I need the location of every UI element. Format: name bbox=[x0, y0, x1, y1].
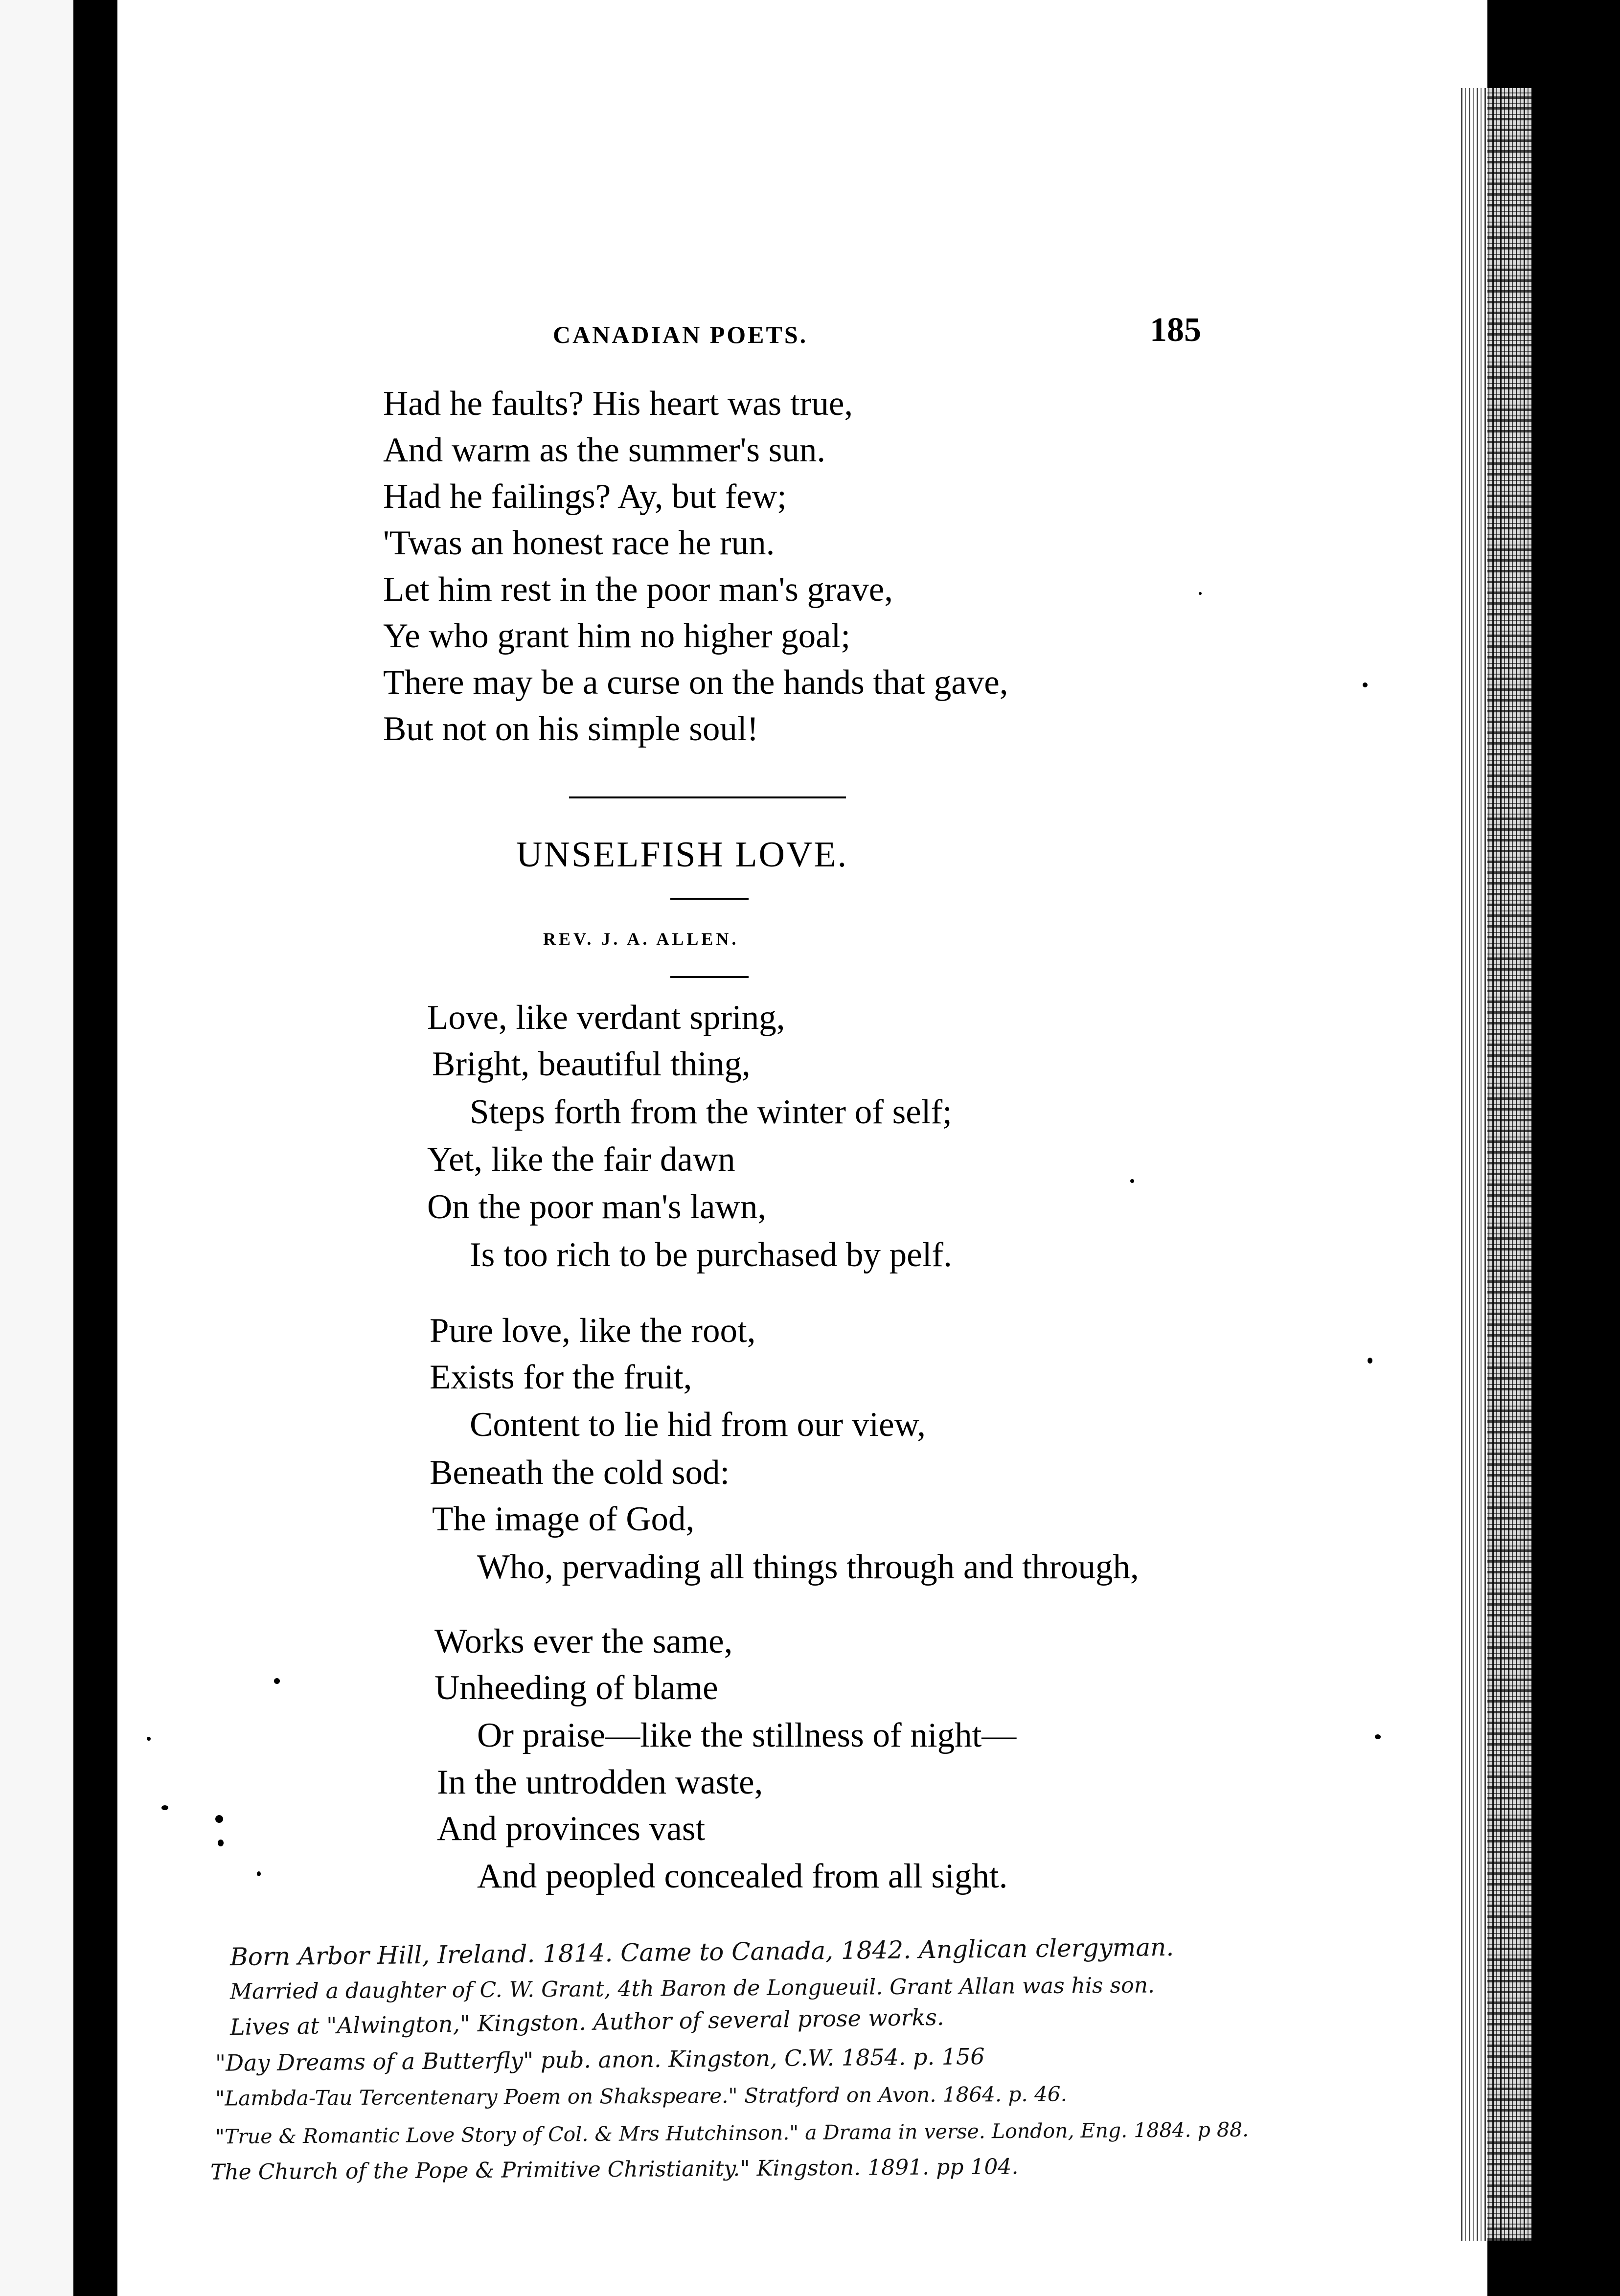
poem-line: Exists for the fruit, bbox=[430, 1358, 692, 1396]
poem-line: And warm as the summer's sun. bbox=[383, 431, 826, 469]
poem-line: Let him rest in the poor man's grave, bbox=[383, 570, 893, 609]
poem-line: The image of God, bbox=[432, 1500, 695, 1538]
section-divider bbox=[569, 796, 846, 798]
poem-line: Ye who grant him no higher goal; bbox=[383, 617, 851, 655]
poem-author: REV. J. A. ALLEN. bbox=[543, 929, 739, 949]
poem-line: And peopled concealed from all sight. bbox=[477, 1857, 1008, 1895]
poem-line: 'Twas an honest race he run. bbox=[383, 524, 775, 562]
poem-line: Is too rich to be purchased by pelf. bbox=[470, 1236, 952, 1274]
poem-line: There may be a curse on the hands that gave, bbox=[383, 663, 1008, 702]
author-rule bbox=[670, 976, 749, 978]
handwritten-note: Born Arbor Hill, Ireland. 1814. Came to Canada, 1842. Anglican clergyman. bbox=[229, 1932, 1174, 1972]
poem-line: Who, pervading all things through and through, bbox=[477, 1548, 1139, 1586]
poem-line: Pure love, like the root, bbox=[430, 1312, 756, 1350]
scan-speck bbox=[1368, 1358, 1372, 1364]
poem-line: Had he faults? His heart was true, bbox=[383, 385, 853, 423]
poem-line: Unheeding of blame bbox=[434, 1669, 718, 1707]
poem-line: Beneath the cold sod: bbox=[430, 1454, 730, 1492]
poem-line: In the untrodden waste, bbox=[437, 1763, 763, 1801]
poem-line: On the poor man's lawn, bbox=[427, 1188, 767, 1226]
handwritten-note: Lives at "Alwington," Kingston. Author of several prose works. bbox=[229, 2003, 944, 2041]
page-edge-left bbox=[0, 0, 73, 2296]
handwritten-note: "True & Romantic Love Story of Col. & Mrs Hutchinson." a Drama in verse. London, Eng. 1884. p 88. bbox=[215, 2117, 1249, 2149]
poem-title: UNSELFISH LOVE. bbox=[516, 835, 848, 875]
handwritten-note: The Church of the Pope & Primitive Christianity." Kingston. 1891. pp 104. bbox=[210, 2154, 1019, 2185]
scan-speck bbox=[1199, 592, 1202, 595]
handwritten-note: "Lambda-Tau Tercentenary Poem on Shakspeare." Stratford on Avon. 1864. p. 46. bbox=[215, 2082, 1067, 2111]
scan-speck bbox=[147, 1737, 151, 1741]
scan-speck bbox=[274, 1678, 280, 1684]
page-edge-right-noise bbox=[1487, 88, 1541, 2241]
scan-speck bbox=[1130, 1179, 1134, 1183]
poem-line: Or praise—like the stillness of night— bbox=[477, 1716, 1017, 1754]
poem-line: But not on his simple soul! bbox=[383, 710, 759, 748]
scan-speck bbox=[1375, 1734, 1381, 1739]
page-number: 185 bbox=[1150, 311, 1201, 349]
poem-line: Works ever the same, bbox=[434, 1622, 733, 1660]
poem-line: And provinces vast bbox=[437, 1810, 706, 1848]
poem-line: Had he failings? Ay, but few; bbox=[383, 477, 787, 516]
scan-speck bbox=[218, 1840, 224, 1846]
poem-line: Love, like verdant spring, bbox=[427, 999, 785, 1037]
scan-speck bbox=[1363, 682, 1368, 687]
handwritten-note: Married a daughter of C. W. Grant, 4th Baron de Longueuil. Grant Allan was his son. bbox=[229, 1973, 1155, 2004]
poem-line: Bright, beautiful thing, bbox=[432, 1045, 751, 1083]
scan-speck bbox=[161, 1805, 168, 1810]
poem-line: Content to lie hid from our view, bbox=[470, 1406, 926, 1444]
running-head: CANADIAN POETS. bbox=[553, 321, 808, 348]
poem-line: Steps forth from the winter of self; bbox=[470, 1093, 952, 1131]
scan-speck bbox=[215, 1815, 223, 1823]
scan-speck bbox=[257, 1871, 261, 1876]
handwritten-note: "Day Dreams of a Butterfly" pub. anon. Kingston, C.W. 1854. p. 156 bbox=[215, 2043, 985, 2076]
title-rule bbox=[670, 898, 749, 900]
poem-line: Yet, like the fair dawn bbox=[427, 1140, 735, 1179]
